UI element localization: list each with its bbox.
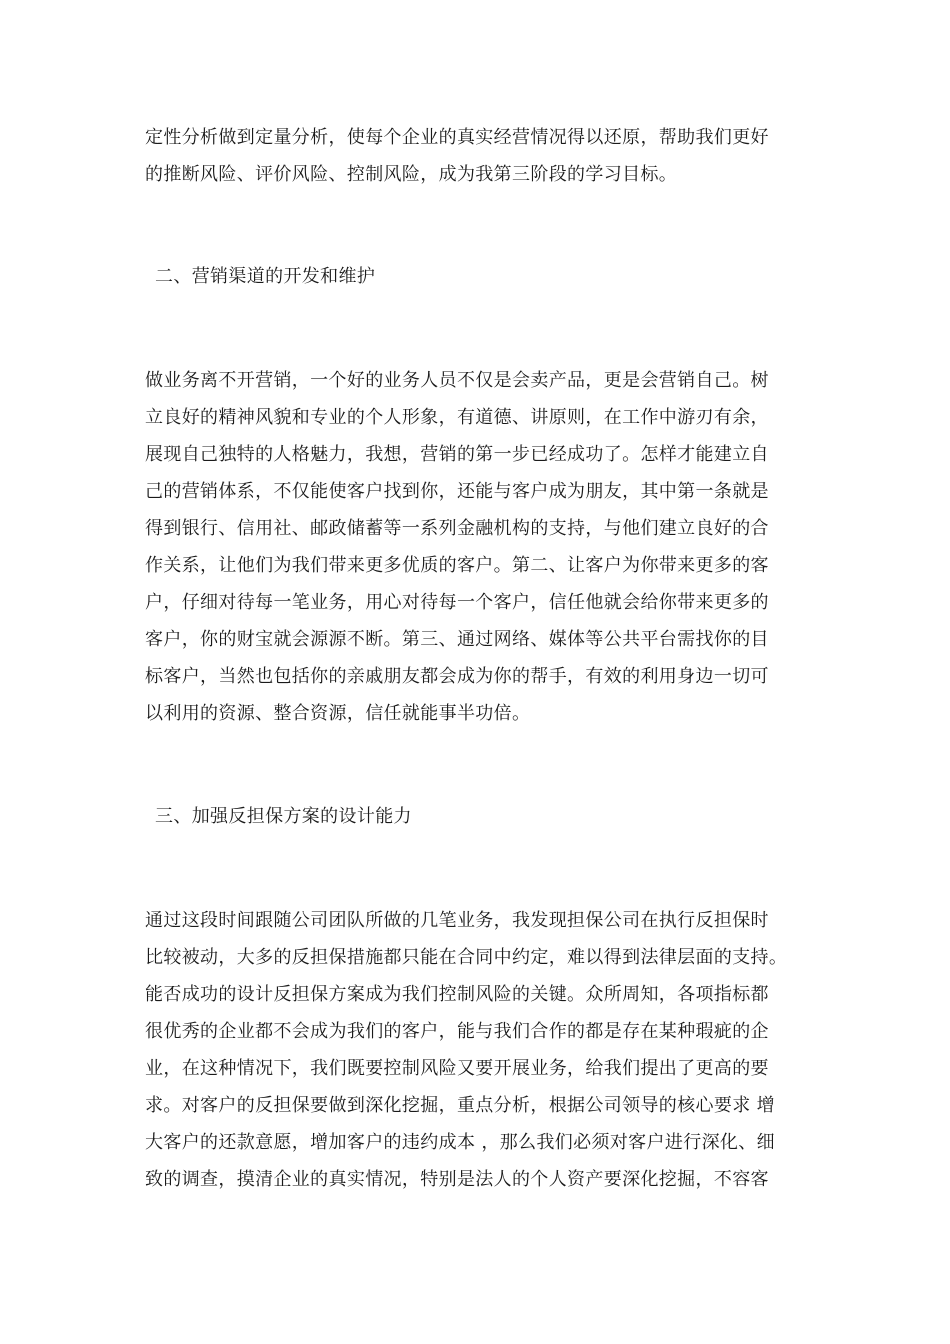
- text-line: 做业务离不开营销，一个好的业务人员不仅是会卖产品，更是会营销自己。树: [145, 370, 769, 391]
- section-heading: 三、加强反担保方案的设计能力: [155, 806, 412, 827]
- text-line: 的推断风险、评价风险、控制风险，成为我第三阶段的学习目标。: [145, 164, 678, 185]
- text-line: 立良好的精神风貌和专业的个人形象，有道德、讲原则，在工作中游刃有余，: [145, 407, 769, 428]
- text-line: 得到银行、信用社、邮政储蓄等一系列金融机构的支持，与他们建立良好的合: [145, 518, 769, 539]
- text-line: 客户，你的财宝就会源源不断。第三、通过网络、媒体等公共平台需找你的目: [145, 629, 769, 650]
- text-line: 通过这段时间跟随公司团队所做的几笔业务，我发现担保公司在执行反担保时: [145, 910, 769, 931]
- text-line: 能否成功的设计反担保方案成为我们控制风险的关键。众所周知，各项指标都: [145, 984, 769, 1005]
- text-line: 很优秀的企业都不会成为我们的客户，能与我们合作的都是存在某种瑕疵的企: [145, 1021, 769, 1042]
- text-line: 求。对客户的反担保要做到深化挖掘，重点分析，根据公司领导的核心要求 增: [145, 1095, 775, 1116]
- text-line: 定性分析做到定量分析，使每个企业的真实经营情况得以还原，帮助我们更好: [145, 127, 769, 148]
- text-line: 致的调查，摸清企业的真实情况，特别是法人的个人资产要深化挖掘，不容客: [145, 1169, 769, 1190]
- text-line: 以利用的资源、整合资源，信任就能事半功倍。: [145, 703, 531, 724]
- text-line: 大客户的还款意愿，增加客户的违约成本 ，那么我们必须对客户进行深化、细: [145, 1132, 775, 1153]
- section-heading: 二、营销渠道的开发和维护: [155, 266, 376, 287]
- text-line: 业，在这种情况下，我们既要控制风险又要开展业务，给我们提出了更高的要: [145, 1058, 769, 1079]
- text-line: 户，仔细对待每一笔业务，用心对待每一个客户，信任他就会给你带来更多的: [145, 592, 769, 613]
- text-line: 比较被动，大多的反担保措施都只能在合同中约定，难以得到法律层面的支持。: [145, 947, 788, 968]
- text-line: 展现自己独特的人格魅力，我想，营销的第一步已经成功了。怎样才能建立自: [145, 444, 769, 465]
- text-line: 标客户，当然也包括你的亲戚朋友都会成为你的帮手，有效的利用身边一切可: [145, 666, 769, 687]
- text-line: 作关系，让他们为我们带来更多优质的客户。第二、让客户为你带来更多的客: [145, 555, 769, 576]
- text-line: 己的营销体系，不仅能使客户找到你，还能与客户成为朋友，其中第一条就是: [145, 481, 769, 502]
